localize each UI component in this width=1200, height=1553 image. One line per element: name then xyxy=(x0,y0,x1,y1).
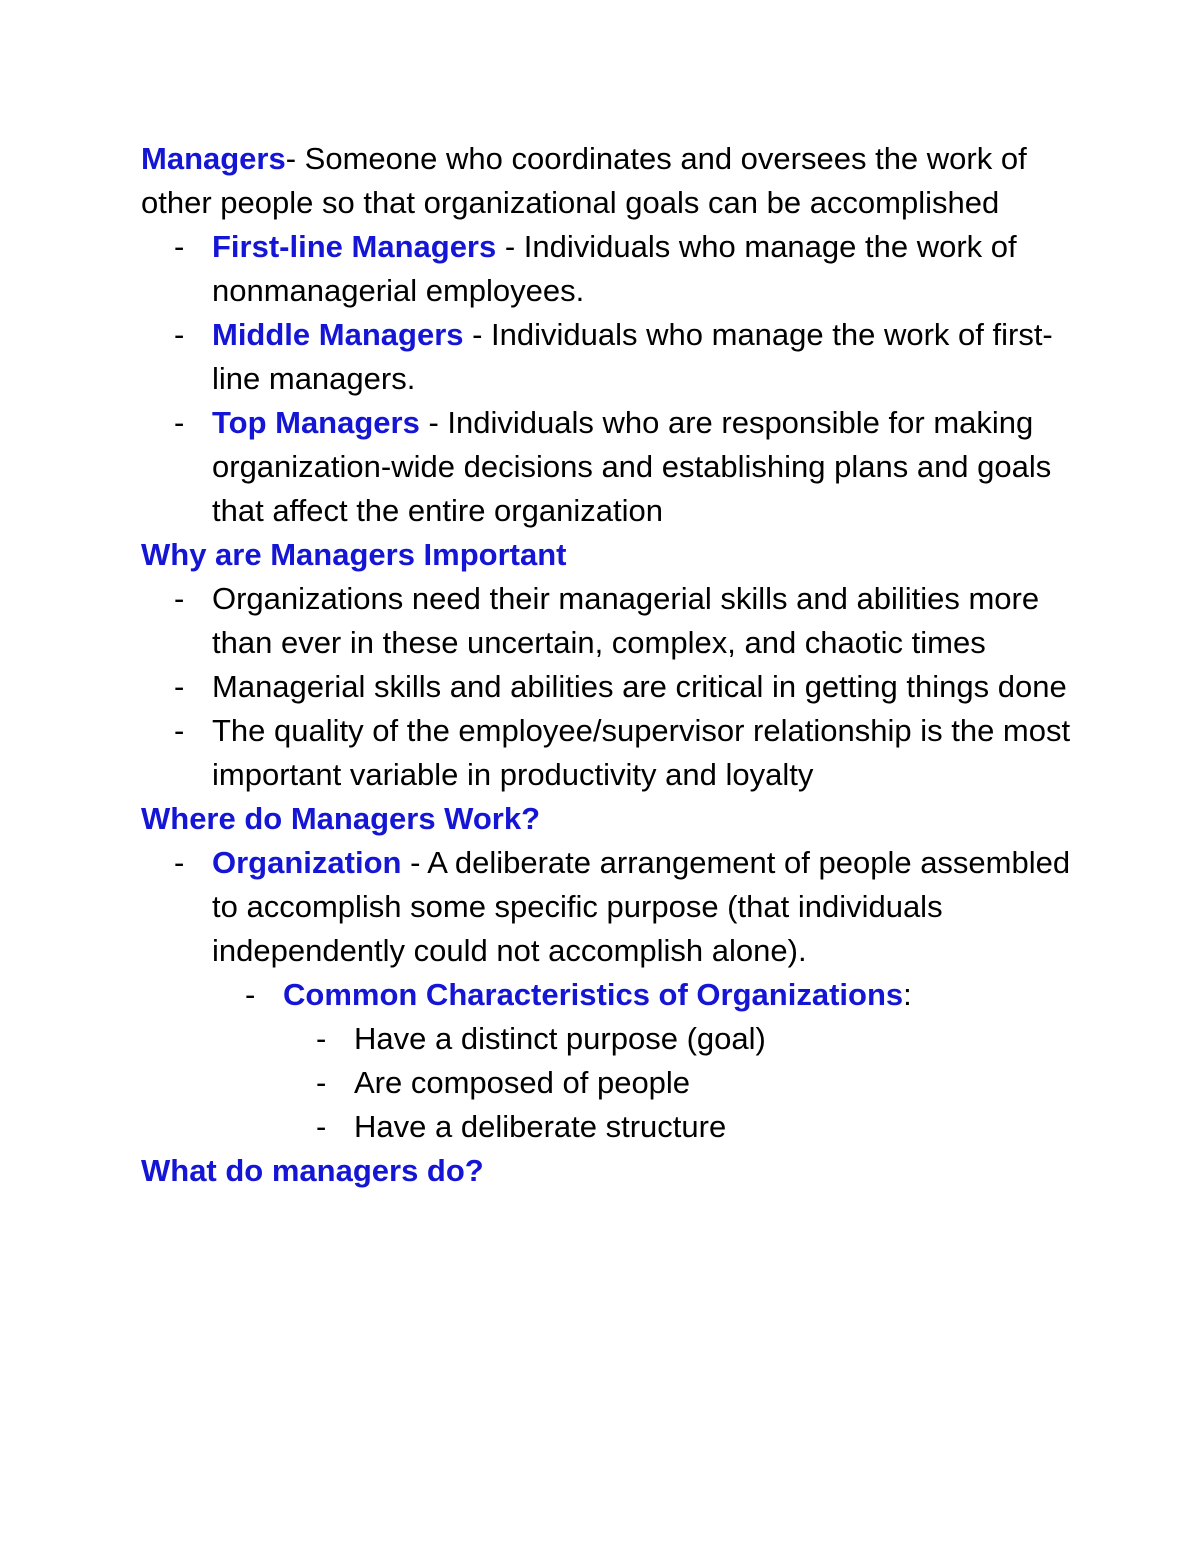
middle-managers-text: - Individuals who manage the work of first-line managers. xyxy=(212,317,1053,396)
managers-definition-text: - Someone who coordinates and oversees the work of other people so that organizational goals can be accomplished xyxy=(141,141,1027,220)
list-item xyxy=(141,225,1081,313)
first-line-managers-term: First-line Managers xyxy=(212,229,497,264)
top-managers-term: Top Managers xyxy=(212,405,420,440)
why-points-list xyxy=(141,577,1081,797)
list-item: - Are composed of people xyxy=(283,1061,1081,1105)
where-list xyxy=(141,841,1081,1149)
list-item xyxy=(141,841,1081,1149)
managers-definition xyxy=(141,137,1081,225)
document-page xyxy=(141,137,1081,1193)
list-item: - Have a distinct purpose (goal) xyxy=(283,1017,1081,1061)
where-heading: Where do Managers Work? xyxy=(141,801,541,836)
why-heading: Why are Managers Important xyxy=(141,537,567,572)
list-item xyxy=(141,313,1081,401)
list-item xyxy=(212,973,1081,1149)
list-item: - The quality of the employee/supervisor relationship is the most important variable in productivity and loyalty xyxy=(141,709,1081,797)
list-item xyxy=(141,401,1081,533)
organization-text: - A deliberate arrangement of people assembled to accomplish some specific purpose (that individuals independently could not accomplish alone). xyxy=(212,845,1071,968)
manager-types-list xyxy=(141,225,1081,533)
characteristics-suffix: : xyxy=(903,977,912,1012)
managers-term: Managers xyxy=(141,141,286,176)
first-line-managers-text: - Individuals who manage the work of nonmanagerial employees. xyxy=(212,229,1017,308)
what-heading: What do managers do? xyxy=(141,1153,484,1188)
list-item: - Organizations need their managerial skills and abilities more than ever in these uncertain, complex, and chaotic times xyxy=(141,577,1081,665)
characteristics-list xyxy=(212,973,1081,1149)
list-item: - Managerial skills and abilities are critical in getting things done xyxy=(141,665,1081,709)
middle-managers-term: Middle Managers xyxy=(212,317,464,352)
characteristics-items xyxy=(283,1017,1081,1149)
characteristics-term: Common Characteristics of Organizations xyxy=(283,977,904,1012)
list-item: - Have a deliberate structure xyxy=(283,1105,1081,1149)
top-managers-text: - Individuals who are responsible for making organization-wide decisions and establishing plans and goals that affect the entire organization xyxy=(212,405,1052,528)
organization-term: Organization xyxy=(212,845,402,880)
